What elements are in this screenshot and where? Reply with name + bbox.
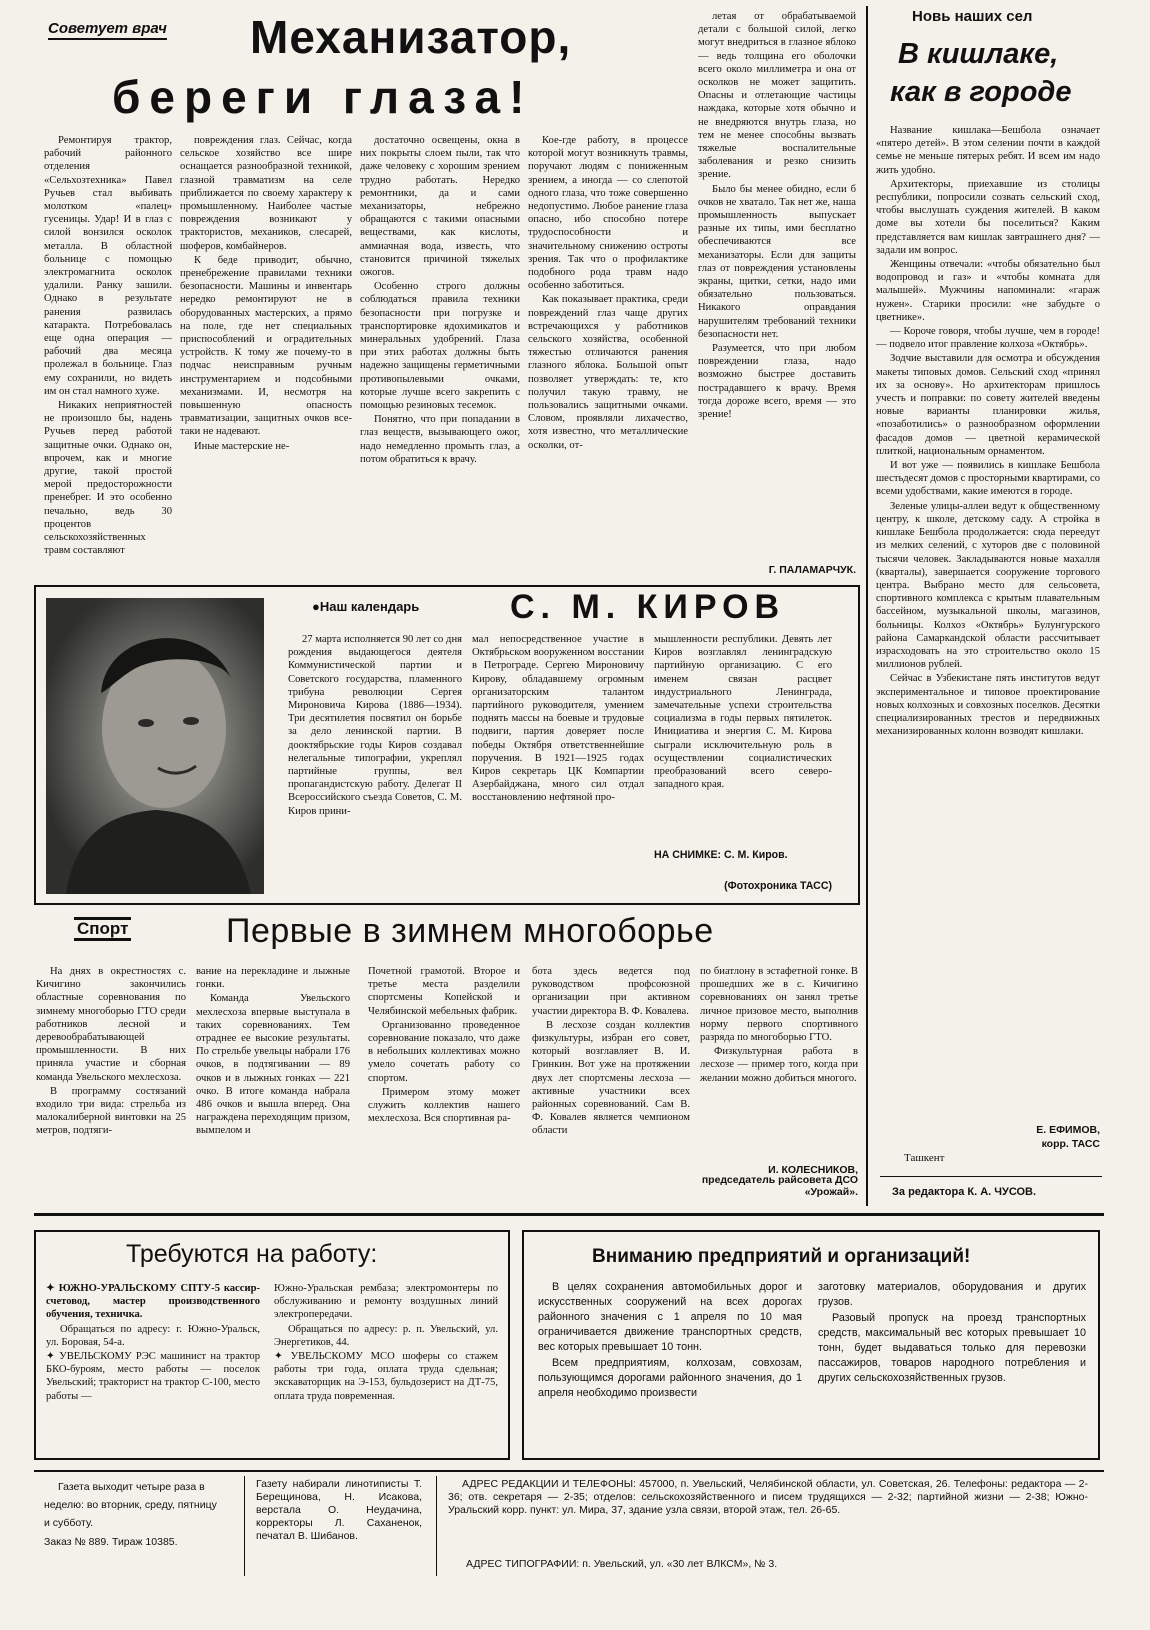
rubric-doctor-advice: Советует врач <box>48 20 167 40</box>
footer-rule <box>34 1470 1104 1472</box>
calendar-photo-caption: НА СНИМКЕ: С. М. Киров. <box>654 849 788 861</box>
section-separator-ads <box>34 1213 1104 1216</box>
jobs-col1: ✦ ЮЖНО-УРАЛЬСКОМУ СПТУ-5 кассир-счетовод, мастер производственного обучения, техничка. Обращаться по адресу: г. Южно-Уральск, ул. Боровая, 54-а. ✦ УВЕЛЬСКОМУ РЭС машинист на трактор БКО-буроям, место работы — поселок Увельский; тракторист на трактор С-100, место работы — <box>46 1283 260 1402</box>
jobs-col2: Южно-Уральская рембаза; электромонтеры по обслуживанию и ремонту воздушных линий электропередачи. Обращаться по адресу: р. п. Увельский, ул. Энергетиков, 44. ✦ УВЕЛЬСКОМУ МСО шоферы со стажем работы три года, оплата труда сдельная; экскаваторщик на Э-153, бульдозерист на ДТ-75, оплата труда повременная. <box>274 1283 498 1402</box>
signature-efimov-title: корр. ТАСС <box>1041 1138 1100 1150</box>
article-kishlak-body: Название кишлака—Бешбола означает «пятеро детей». В этом селении почти в каждой семье не меньше пятерых ребят. И всем им надо жить удобно. Архитекторы, приехавшие из столицы республики, попросили созвать сельский сход, чтобы выслушать суждения жителей. В каком доме вы хотели бы поселиться? Каким представляется вам кишлак завтрашнего дня? — задали им вопрос. Женщины отвечали: «чтобы обязательно был водопровод и газ» и «чтобы комната для малышей». Мужчины напоминали: «гараж нужен». Старики просили: «не забудьте о цветнике». — Короче говоря, чтобы лучше, чем в городе! — подвело итог правление колхоза «Октябрь». Зодчие выставили для осмотра и обсуждения макеты типовых домов. Сельский сход «принял их за основу». Но архитекторам пришлось учесть и поправки: по совету жителей введены новые варианты планировки жилья, «позаботились» о разнообразном оформлении фасадов домов — цветной керамической плиткой, национальным орнаментом. И вот уже — появились в кишлаке Бешбола шестьдесят домов с просторными квартирами, со всеми удобствами, какие имеются в городе. Зеленые улицы-аллеи ведут к общественному центру, к школе, детскому саду. А стройка в кишлаке Бешбола продолжается: сюда переедут из мелких селений, с хуторов две с половиной тысячи человек. Закладываются новые махалля (кварталы), завершается сооружение торгового центра. Выбрано место для сельсовета, спортивного комплекса с крытым плавательным бассейном, музыкальной школы, магазинов, больницы. Колхоз «Октябрь» Булунгурского района Самаркандской области рассчитывает израсходовать на это строительство около 15 миллионов рублей. Сейчас в Узбекистане пять институтов ведут экспериментальное и типовое проектирование новых колхозных и совхозных поселков. Десятки специализированных трестов и передвижных механизированных колонн возводят кишлаки. <box>876 125 1100 738</box>
article-title-kishlak-line1: В кишлаке, <box>898 38 1059 70</box>
sport-col1: На днях в окрестностях с. Кичигино закончились областные соревнования по зимнему многоборью ГТО среди работников лесной и деревообрабатывающей промышленности. В них приняла участие и сборная команда Увельского мехлесхоза. В программу состязаний входило три вида: стрельба из малокалиберной винтовки на 25 метров, подтяги- <box>36 966 186 1137</box>
rubric-new-villages: Новь наших сел <box>912 8 1033 25</box>
rubric-sport: Спорт <box>74 917 131 941</box>
calendar-title-kirov: С. М. КИРОВ <box>510 588 786 626</box>
article-eyes-col1: Ремонтируя трактор, рабочий районного отделения «Сельхозтехника» Павел Ручьев стал выбивать молотком «палец» гусеницы. Удар! И в глаз с силой вонзился осколок металла. В областной больнице с помощью электромагнита осколок удалили. Ранку зашили. Однако в результате ранения развилась катаракта. Потребовалась еще одна операция — рабочий два месяца пролежал в больнице. Глаз ему сохранили, но видеть им он стал намного хуже. Никаких неприятностей не произошло бы, надень Ручьев перед работой защитные очки. Однако он, впрочем, как и многие другие, такой простой мерой предосторожности пренебрег. И это особенно печально, ведь 30 процентов сельскохозяйственных травм составляют <box>44 135 172 557</box>
calendar-photo-credit: (Фотохроника ТАСС) <box>724 880 832 892</box>
article-title-eyes-line2: береги глаза! <box>112 71 534 123</box>
signature-efimov: Е. ЕФИМОВ, <box>1036 1124 1100 1136</box>
article-eyes-col3: достаточно освещены, окна в них покрыты слоем пыли, так что даже человеку с хорошим зрением трудно работать. Нередко ремонтники, да и сами механизаторы, небрежно обращаются с такими опасными веществами, как кислоты, аммиачная вода, известь, что становится причиной тяжелых ожогов. Особенно строго должны соблюдаться правила техники безопасности при погрузке и транспортировке ядохимикатов и минеральных удобрений. Глаза при этих работах должны быть надежно защищены герметичными противопылевыми очками, которые лучше всего закрепить с помощью резиновых тесемок. Понятно, что при попадании в глаз веществ, вызывающего ожог, надо немедленно промыть глаз, а потом обратиться к врачу. <box>360 135 520 465</box>
article-eyes-col4: Кое-где работу, в процессе которой могут возникнуть травмы, поручают людям с пониженным зрением, а иногда — со слепотой одного глаза, что тоже совершенно недопустимо. Любое ранение глаза опасно, ибо способно потере трудоспособности и значительному снижению остроты зрения. Так что о профилактике подобного рода травм надо особенно заботиться. Как показывает практика, среди повреждений глаз чаще других встречающихся у работников сельского хозяйства, особенной тяжестью отличаются ранения глазного яблока. Большой опыт позволяет утверждать: те, кто получил такую травму, не пользовались защитными очками. Словом, проявляли лихачество, хотя известно, что металлические осколки, от- <box>528 135 688 451</box>
calendar-col2: мал непосредственное участие в Октябрьском вооруженном восстании в Петрограде. Сергею Мироновичу Кирову, обладавшему огромным организаторским талантом партийного руководителя, умением поднять массы на боевые и трудовые подвиги, партия доверяет после победы Октября ответственнейшие поручения. В 1921—1925 годах Киров секретарь ЦК Компартии Азербайджана, много сил отдал восстановлению нефтяной про- <box>472 634 644 804</box>
footer-divider-1 <box>244 1476 245 1576</box>
notice-title: Вниманию предприятий и организаций! <box>592 1246 971 1267</box>
footer-printing-address: АДРЕС ТИПОГРАФИИ: п. Увельский, ул. «30 лет ВЛКСМ», № 3. <box>466 1558 778 1570</box>
signature-kolesnikov-title: председатель райсовета ДСО «Урожай». <box>701 1174 858 1198</box>
footer-typesetters: Газету набирали линотиписты Т. Берещинова, Н. Исакова, верстала О. Неудачина, корректоры Л. Саханенок, печатал В. Шибанов. <box>256 1478 422 1542</box>
calendar-col1: 27 марта исполняется 90 лет со дня рождения выдающегося деятеля Коммунистической партии и Советского государства, пламенного трибуна революции Сергея Мироновича Кирова (1886—1934). Три десятилетия посвятил он борьбе за дело ленинской партии. В дооктябрьские годы Киров создавал нелегальные типографии, укреплял партийные группы, вел пропагандистскую работу. Делегат II Всероссийского съезда Советов, С. М. Киров прини- <box>288 634 462 817</box>
notice-col2: заготовку материалов, оборудования и других грузов. Разовый пропуск на проезд транспортных средств, максимальный вес которых превышает 10 тонн, будет выдаваться только для перевозки пассажиров, товаров народного потребления и других сельскохозяйственных грузов. <box>818 1281 1086 1384</box>
calendar-rubric: ●Наш календарь <box>312 599 420 614</box>
article-title-eyes-line1: Механизатор, <box>250 11 572 63</box>
footer-address: АДРЕС РЕДАКЦИИ И ТЕЛЕФОНЫ: 457000, п. Увельский, Челябинской области, ул. Советская, 26. Телефоны: редактора — 2-36; отв. секретаря — 2-35; отделов: сельскохозяйственного и писем трудящихся — 2-32; партийной жизни — 2-38; Южно-Уральский корр. пункт: ул. Мира, 37, здание узла связи, второй этаж, тел. 26-65. <box>448 1478 1088 1516</box>
article-eyes-col5: летая от обрабатываемой детали с большой силой, легко могут внедриться в глазное яблоко — ведь толщина его оболочки всего около миллиметра и она от осколков не может защитить. Опасны и отлетающие частицы наждака, которые хотя обычно и не внедряются внутрь глаза, но тем не менее способны вызвать тяжелые воспалительные заболевания и резко снизить зрение. Было бы менее обидно, если б очков не хватало. Так нет же, наша промышленность выпускает разные их типы, ими бесплатно обеспечиваются все механизаторы. Если для защиты глаз от повреждения установлены экраны, щитки, сетки, надо ими обязательно пользоваться. Никакого оправдания нарушителям требований техники безопасности нет. Разумеется, что при любом повреждении глаза, надо возможно быстрее доставить пострадавшего к врачу. Время тогда дороже всего, время — это зрение! <box>698 11 856 421</box>
calendar-col3: мышленности республики. Девять лет Киров возглавлял ленинградскую партийную организацию. С его именем связан расцвет индустриального Ленинграда, замечательные успехи строительства социализма в годы первых пятилеток. Инициатива и энергия С. М. Кирова сыграли исключительную роль в осуществлении социалистических преобразований всего северо-западного края. <box>654 634 832 791</box>
sport-title: Первые в зимнем многоборье <box>226 912 714 950</box>
editor-rule <box>880 1176 1102 1177</box>
article-title-kishlak-line2: как в городе <box>890 76 1072 108</box>
signature-palamarchuk: Г. ПАЛАМАРЧУК. <box>768 564 856 576</box>
kirov-portrait <box>46 598 264 894</box>
column-divider-right <box>866 6 868 1206</box>
footer-schedule: Газета выходит четыре раза в неделю: во вторник, среду, пятницу и субботу. Заказ № 889. Тираж 10385. <box>44 1481 217 1548</box>
portrait-figure-icon <box>46 598 264 894</box>
sport-col5: по биатлону в эстафетной гонке. В прошедших же в с. Кичигино соревнованиях он занял третье личное призовое место, выполнив норму первого спортивного разряда по многоборью ГТО. Физкультурная работа в лесхозе — пример того, когда при желании можно добиться многого. <box>700 966 858 1084</box>
jobs-title: Требуются на работу: <box>126 1240 378 1268</box>
footer-divider-2 <box>436 1476 437 1576</box>
notice-col1: В целях сохранения автомобильных дорог и искусственных сооружений на всех дорогах районного значения с 1 апреля по 10 мая ограничивается движение транспортных средств, вес которых превышает 10 тонн. Всем предприятиям, колхозам, совхозам, пользующимся дорогами районного значения, до 1 апреля необходимо произвести <box>538 1281 802 1399</box>
sport-col3: Почетной грамотой. Второе и третье места разделили спортсмены Копейской и Челябинской мебельных фабрик. Организованно проведенное соревнование показало, что даже в небольших коллективах можно умело сочетать работу со спортом. Примером этому может служить коллектив нашего мехлесхоза. Вся спортивная ра- <box>368 966 520 1125</box>
sport-col2: вание на перекладине и лыжные гонки. Команда Увельского мехлесхоза впервые выступала в таких соревнованиях. Тем отраднее ее высокие результаты. По стрельбе увельцы набрали 176 очков, в подтягивании — 89 очков и в лыжных гонках — 221 очко. В итоге команда набрала 486 очков и вышла вперед. Она награждена переходящим призом, вымпелом и <box>196 966 350 1137</box>
dateline-tashkent: Ташкент <box>904 1152 945 1164</box>
editor-line: За редактора К. А. ЧУСОВ. <box>892 1186 1037 1198</box>
signature-kolesnikov: И. КОЛЕСНИКОВ, <box>768 1164 858 1176</box>
article-eyes-col2: повреждения глаз. Сейчас, когда сельское хозяйство все шире оснащается разнообразной техникой, глазной травматизм на селе приближается по своему характеру к промышленному. Наиболее частые повреждения возникают у трактористов, механиков, слесарей, шоферов, комбайнеров. К беде приводит, обычно, пренебрежение правилами техники безопасности. Машины и инвентарь нередко ремонтируют не в оборудованных мастерских, а прямо на поле, где нет специальных приспособлений и оградительных устройств. К тому же почему-то в подчас неисправным ручным инструментарием и подсобными механизмами. И, несмотря на повышенную опасность травматизации, защитных очков все-таки не надевают. Иные мастерские не- <box>180 135 352 452</box>
sport-col4: бота здесь ведется под руководством профсоюзной организации при активном участии директора В. Ф. Ковалева. В лесхозе создан коллектив физкультуры, избран его совет, который возглавляет В. И. Гринкин. Вот уже на протяжении двух лет спортсмены лесхоза — активные участники всех районных соревнований. Сам В. Ф. Ковалев является чемпионом области <box>532 966 690 1137</box>
